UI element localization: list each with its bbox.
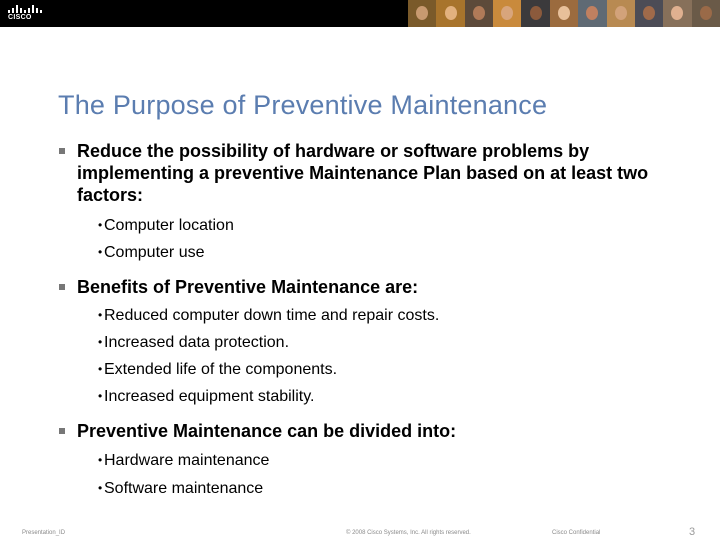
sub-bullet-software-maintenance: • Software maintenance xyxy=(98,480,264,497)
sub-bullet-computer-location: • Computer location xyxy=(98,217,234,234)
header-bar xyxy=(0,0,720,27)
bullet-benefits xyxy=(59,276,699,298)
header-photo xyxy=(692,0,720,27)
cisco-bridge-icon xyxy=(8,4,42,13)
person-face xyxy=(530,6,542,20)
header-photo xyxy=(493,0,521,27)
header-photo xyxy=(550,0,578,27)
dot-bullet-icon: • xyxy=(98,245,103,259)
header-photo xyxy=(436,0,464,27)
sub-bullet-data-protection: • Increased data protection. xyxy=(98,334,290,351)
header-photo xyxy=(607,0,635,27)
sub-bullet-extended-life: • Extended life of the components. xyxy=(98,361,338,378)
person-face xyxy=(416,6,428,20)
header-photo xyxy=(408,0,436,27)
cisco-logo xyxy=(8,4,42,24)
bullet-text: Benefits of Preventive Maintenance are: xyxy=(77,277,419,297)
slide-title: The Purpose of Preventive Maintenance xyxy=(58,90,548,120)
bullet-text: Preventive Maintenance can be divided into: xyxy=(77,421,457,441)
person-face xyxy=(643,6,655,20)
dot-bullet-icon: • xyxy=(98,453,103,467)
header-photo xyxy=(465,0,493,27)
sub-bullet-hardware-maintenance: • Hardware maintenance xyxy=(98,452,270,469)
person-face xyxy=(586,6,598,20)
header-photo xyxy=(578,0,606,27)
person-face xyxy=(615,6,627,20)
logo-text: CISCO xyxy=(8,14,32,21)
dot-bullet-icon: • xyxy=(98,389,103,403)
page-number: 3 xyxy=(689,526,696,538)
sub-bullet-reduced-downtime: • Reduced computer down time and repair costs. xyxy=(98,307,440,324)
person-face xyxy=(558,6,570,20)
header-photo xyxy=(521,0,549,27)
header-photo xyxy=(663,0,691,27)
footer-copyright: © 2008 Cisco Systems, Inc. All rights reserved. xyxy=(346,530,471,536)
sub-bullet-computer-use: • Computer use xyxy=(98,244,205,261)
square-bullet-icon xyxy=(59,148,65,154)
person-face xyxy=(501,6,513,20)
dot-bullet-icon: • xyxy=(98,335,103,349)
bullet-divided-into xyxy=(59,420,699,442)
dot-bullet-icon: • xyxy=(98,362,103,376)
square-bullet-icon xyxy=(59,284,65,290)
dot-bullet-icon: • xyxy=(98,308,103,322)
person-face xyxy=(445,6,457,20)
sub-bullet-equipment-stability: • Increased equipment stability. xyxy=(98,388,315,405)
header-photo xyxy=(635,0,663,27)
dot-bullet-icon: • xyxy=(98,218,103,232)
bullet-text: Reduce the possibility of hardware or software problems by implementing a preventive Maintenance Plan based on at least two factors: xyxy=(77,141,649,205)
bullet-reduce-problems xyxy=(59,140,699,206)
photo-strip xyxy=(408,0,720,27)
person-face xyxy=(671,6,683,20)
dot-bullet-icon: • xyxy=(98,481,103,495)
person-face xyxy=(700,6,712,20)
square-bullet-icon xyxy=(59,428,65,434)
footer-presentation-id: Presentation_ID xyxy=(22,530,66,536)
person-face xyxy=(473,6,485,20)
footer-confidential: Cisco Confidential xyxy=(552,530,601,536)
